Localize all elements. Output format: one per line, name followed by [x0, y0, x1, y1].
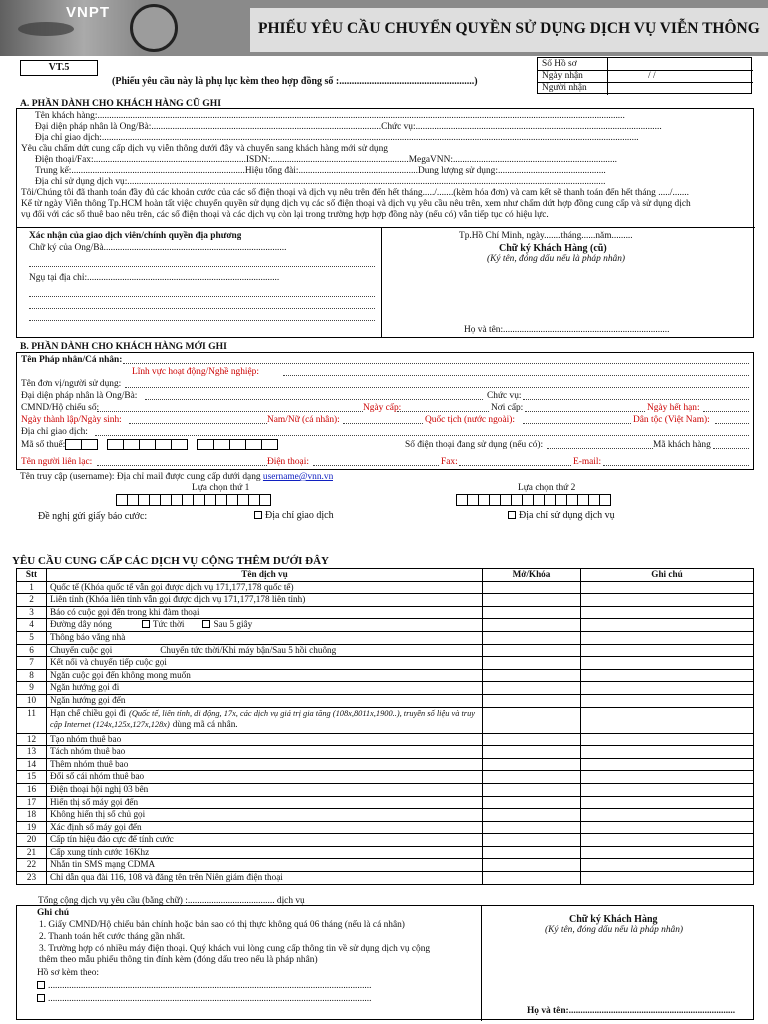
table-row [17, 631, 754, 644]
open-lock-cell[interactable] [483, 771, 581, 784]
birth-label: Ngày thành lập/Ngày sinh: [21, 415, 122, 425]
service-name [47, 581, 483, 594]
table-row [17, 859, 754, 872]
username-example-link[interactable]: username@vnn.vn [262, 472, 334, 482]
service-number: 10 [17, 694, 47, 707]
nationality-label: Quốc tịch (nước ngoài): [425, 415, 515, 425]
service-name-text: Kết nối và chuyển tiếp cuộc gọi [50, 657, 167, 668]
col-service-name: Tên dịch vụ [47, 569, 483, 582]
table-row [17, 606, 754, 619]
new-position-label: Chức vụ: [487, 391, 522, 401]
open-lock-cell[interactable] [483, 859, 581, 872]
open-lock-cell[interactable] [483, 669, 581, 682]
char-cell[interactable] [213, 439, 230, 450]
char-cell[interactable] [81, 439, 98, 450]
service-number: 22 [17, 859, 47, 872]
checkbox-icon[interactable] [254, 511, 262, 519]
open-lock-cell[interactable] [483, 657, 581, 670]
section-a-title: A. PHẦN DÀNH CHO KHÁCH HÀNG CŨ GHI [20, 98, 221, 109]
old-signature-note: (Ký tên, đóng dấu nếu là pháp nhân) [487, 254, 626, 264]
hotline-opt-1: Tức thời [152, 619, 185, 630]
service-name [47, 644, 483, 657]
receiver-label: Người nhận [542, 83, 587, 93]
transfer-note-1: Kể từ ngày Viễn thông Tp.HCM hoàn tất việc chuyển quyền sử dụng dịch vụ các số điện thoại và dịch vụ yêu cầu nêu trên, xem như chấm dứt hợp đồng cung cấp và sử dụng dịch [21, 199, 691, 209]
notes-cell[interactable] [581, 796, 754, 809]
table-row [17, 846, 754, 859]
notes-cell[interactable] [581, 606, 754, 619]
service-number: 15 [17, 771, 47, 784]
col-stt: Stt [17, 569, 47, 582]
open-lock-cell[interactable] [483, 846, 581, 859]
notes-cell[interactable] [581, 594, 754, 607]
table-row [17, 758, 754, 771]
new-signature-title: Chữ ký Khách Hàng [569, 914, 658, 925]
char-cell[interactable] [107, 439, 124, 450]
restrict-suffix: dùng mã cá nhân. [172, 718, 238, 729]
open-lock-cell[interactable] [483, 796, 581, 809]
email-label: E-mail: [573, 457, 602, 467]
service-name-text: Thêm nhóm thuê bao [50, 758, 129, 769]
old-legal-rep-field[interactable]: Đại diện pháp nhân là Ông/Bà:..................................................................................................Chức vụ:......................................................................................................... [35, 122, 662, 132]
service-number: 14 [17, 758, 47, 771]
new-signature-note: (Ký tên, đóng dấu nếu là pháp nhân) [545, 925, 684, 935]
service-name [47, 606, 483, 619]
notes-cell[interactable] [581, 872, 754, 885]
service-number: 13 [17, 746, 47, 759]
service-name [47, 657, 483, 670]
service-name-text: Báo có cuộc gọi đến trong khi đàm thoại [50, 606, 200, 617]
notes-cell[interactable] [581, 619, 754, 632]
table-row [17, 619, 754, 632]
username-choice-2-input[interactable] [456, 494, 610, 506]
form-code: VT.5 [20, 60, 98, 76]
service-name-text: Cấp tín hiệu đảo cực để tính cước [50, 834, 174, 845]
table-row [17, 669, 754, 682]
service-number: 16 [17, 783, 47, 796]
open-lock-cell[interactable] [483, 682, 581, 695]
char-cell[interactable] [155, 439, 172, 450]
service-name-text: Tạo nhóm thuê bao [50, 733, 122, 744]
service-number: 6 [17, 644, 47, 657]
service-name [47, 809, 483, 822]
service-name-text: Điện thoại hội nghị 03 bên [50, 783, 149, 794]
open-lock-cell[interactable] [483, 594, 581, 607]
service-number: 7 [17, 657, 47, 670]
table-row [17, 821, 754, 834]
open-lock-cell[interactable] [483, 733, 581, 746]
notes-cell[interactable] [581, 821, 754, 834]
transfer-note-2: vụ đối với các số thuê bao nêu trên, các số điện thoại và các dịch vụ còn lại trong trường hợp hợp đồng này (nếu có) vẫn tiếp tục có hiệu lực. [21, 210, 549, 220]
service-number: 18 [17, 809, 47, 822]
page-title: PHIẾU YÊU CẦU CHUYỂN QUYỀN SỬ DỤNG DỊCH VỤ VIỄN THÔNG [258, 20, 760, 37]
attachment-2-text: .......................................................................................................................................... [48, 994, 372, 1004]
char-cell[interactable] [599, 494, 611, 506]
table-row [17, 694, 754, 707]
col-notes: Ghi chú [581, 569, 754, 582]
service-number: 20 [17, 834, 47, 847]
notes-cell[interactable] [581, 834, 754, 847]
attachments-title: Hồ sơ kèm theo: [37, 968, 99, 978]
gender-label: Nam/Nữ (cá nhân): [267, 415, 340, 425]
service-name [47, 694, 483, 707]
service-number: 17 [17, 796, 47, 809]
attachment-1[interactable] [37, 981, 371, 992]
service-name [47, 872, 483, 885]
attachment-1-text: .......................................................................................................................................... [48, 981, 372, 991]
checkbox-icon[interactable] [37, 981, 45, 989]
col-open-lock: Mở/Khóa [483, 569, 581, 582]
section-b-box [16, 352, 754, 470]
service-name-text: Nhắn tin SMS mạng CDMA [50, 859, 156, 870]
service-number: 9 [17, 682, 47, 695]
attachment-2[interactable] [37, 994, 371, 1005]
received-date-label: Ngày nhận [542, 71, 583, 81]
char-cell[interactable] [197, 439, 214, 450]
service-name-text: Đường dây nóng [50, 619, 112, 630]
user-unit-label: Tên đơn vị/người sử dụng: [21, 379, 122, 389]
service-name-text: Chỉ dẫn qua đài 116, 108 và đăng tên trên Niên giám điện thoại [50, 872, 283, 883]
section-b-title: B. PHẦN DÀNH CHO KHÁCH HÀNG MỚI GHI [20, 341, 227, 352]
service-name [47, 733, 483, 746]
notes-cell[interactable] [581, 846, 754, 859]
issue-date-label: Ngày cấp: [363, 403, 402, 413]
total-services-field[interactable]: Tổng cộng dịch vụ yêu cầu (bằng chữ) :..................................... dịch vụ [38, 896, 305, 906]
services-title: YÊU CẦU CUNG CẤP CÁC DỊCH VỤ CỘNG THÊM DƯỚI ĐÂY [12, 555, 329, 567]
notes-cell[interactable] [581, 707, 754, 733]
open-lock-cell[interactable] [483, 694, 581, 707]
service-name-text: Ngăn hướng gọi đến [50, 694, 126, 705]
service-name-text: Không hiển thị số chủ gọi [50, 809, 146, 820]
open-lock-cell[interactable] [483, 872, 581, 885]
note-1: 1. Giấy CMND/Hộ chiếu bản chính hoặc bản sao có thị thực không quá 06 tháng (nếu là cá nhân) [39, 920, 405, 930]
old-service-address-field[interactable]: Địa chỉ sử dụng dịch vụ:............................................................................................................................................................................................................ [35, 177, 606, 187]
received-date-value[interactable]: / / [648, 71, 656, 81]
open-lock-cell[interactable] [483, 758, 581, 771]
service-number: 2 [17, 594, 47, 607]
notes-cell[interactable] [581, 783, 754, 796]
vnpt-logo: VNPT [66, 4, 111, 21]
bill-option-transaction[interactable] [254, 510, 334, 521]
service-number: 19 [17, 821, 47, 834]
open-lock-cell[interactable] [483, 746, 581, 759]
table-row [17, 644, 754, 657]
table-row [17, 707, 754, 733]
service-name [47, 707, 483, 733]
note-2: 2. Thanh toán hết cước tháng gần nhất. [39, 932, 186, 942]
service-name-text: Thông báo vắng nhà [50, 631, 126, 642]
new-fullname-field[interactable]: Họ và tên:....................................................................... [527, 1006, 736, 1016]
service-name [47, 771, 483, 784]
char-cell[interactable] [123, 439, 140, 450]
file-number-label: Số Hồ sơ [542, 59, 577, 69]
service-name [47, 631, 483, 644]
vnpt-logo-icon [130, 4, 178, 52]
service-name [47, 783, 483, 796]
notes-cell[interactable] [581, 809, 754, 822]
service-number: 23 [17, 872, 47, 885]
open-lock-cell[interactable] [483, 606, 581, 619]
restrict-note: (Quốc tế, liên tỉnh, di động, 17x, các dịch vụ giá trị gia tăng (108x,8011x,1900..), truyền số liệu và truy cập Internet (124x,125x,127x,128x) [50, 708, 475, 729]
service-name-text: Chuyển cuộc gọi [50, 644, 113, 655]
service-number: 12 [17, 733, 47, 746]
table-row [17, 872, 754, 885]
service-name [47, 746, 483, 759]
notes-cell[interactable] [581, 758, 754, 771]
service-number: 21 [17, 846, 47, 859]
old-phone-field[interactable]: Điện thoại/Fax:.................................................................ISDN:...........................................................MegaVNN:...................................................................... [35, 155, 618, 165]
char-cell[interactable] [261, 439, 278, 450]
notes-cell[interactable] [581, 581, 754, 594]
service-name [47, 682, 483, 695]
table-row [17, 809, 754, 822]
table-row [17, 771, 754, 784]
notes-cell[interactable] [581, 771, 754, 784]
service-name [47, 834, 483, 847]
fax-label: Fax: [441, 457, 458, 467]
service-number: 11 [17, 707, 47, 733]
confirm-signature-field[interactable]: Chữ ký của Ông/Bà.............................................................................. [29, 243, 287, 253]
char-cell[interactable] [259, 494, 271, 506]
tax-code-label: Mã số thuế: [21, 440, 66, 450]
id-card-label: CMND/Hộ chiếu số: [21, 403, 100, 413]
old-address-field[interactable]: Địa chỉ giao dịch:..................................................................................................................................................................................................................................... [35, 133, 639, 143]
old-fullname-field[interactable]: Họ và tên:....................................................................... [464, 325, 670, 335]
notes-title: Ghi chú [37, 908, 70, 918]
tax-code-input[interactable] [65, 439, 277, 450]
open-lock-cell[interactable] [483, 783, 581, 796]
table-row [17, 657, 754, 670]
char-cell[interactable] [139, 439, 156, 450]
table-row [17, 682, 754, 695]
old-trunk-field[interactable]: Trung kế:..........................................................................Hiệu tổng đài:...................................................Dung lượng sử dụng:.............................................. [35, 166, 606, 176]
bill-option-service[interactable] [508, 510, 615, 521]
open-lock-cell[interactable] [483, 821, 581, 834]
expiry-label: Ngày hết hạn: [647, 403, 700, 413]
new-legal-name-label: Tên Pháp nhân/Cá nhân: [21, 355, 123, 365]
confirm-residence-field[interactable]: Ngụ tại địa chỉ:.................................................................................. [29, 273, 280, 283]
open-lock-cell[interactable] [483, 631, 581, 644]
notes-cell[interactable] [581, 746, 754, 759]
service-name [47, 846, 483, 859]
bill-request-label: Đề nghị gửi giấy báo cước: [38, 511, 148, 522]
choice-1-label: Lựa chọn thứ 1 [192, 483, 250, 493]
table-row [17, 796, 754, 809]
char-cell[interactable] [65, 439, 82, 450]
char-cell[interactable] [171, 439, 188, 450]
service-name-text: Tách nhóm thuê bao [50, 746, 126, 757]
open-lock-cell[interactable] [483, 619, 581, 632]
service-name [47, 859, 483, 872]
service-name [47, 669, 483, 682]
checkbox-icon[interactable] [37, 994, 45, 1002]
service-name [47, 758, 483, 771]
open-lock-cell[interactable] [483, 809, 581, 822]
customer-code-label: Mã khách hàng [653, 440, 711, 450]
ethnicity-label: Dân tộc (Việt Nam): [633, 415, 710, 425]
file-info-box [537, 57, 752, 94]
service-name [47, 594, 483, 607]
checkbox-icon[interactable] [142, 620, 150, 628]
notes-cell[interactable] [581, 657, 754, 670]
notes-cell[interactable] [581, 733, 754, 746]
service-name-text: Ngăn hướng gọi đi [50, 682, 120, 693]
notes-cell[interactable] [581, 682, 754, 695]
open-lock-cell[interactable] [483, 644, 581, 657]
char-cell[interactable] [245, 439, 262, 450]
service-number: 3 [17, 606, 47, 619]
service-name-text: Ngăn cuộc gọi đến không mong muốn [50, 669, 191, 680]
confirm-title: Xác nhận của giao dịch viên/chính quyền địa phương [29, 231, 242, 241]
forward-options: Chuyển tức thời/Khi máy bận/Sau 5 hồi chuông [160, 644, 337, 655]
checkbox-icon[interactable] [202, 620, 210, 628]
notes-cell[interactable] [581, 644, 754, 657]
new-legal-rep-label: Đại diện pháp nhân là Ông/Bà: [21, 391, 138, 401]
business-field-label: Lĩnh vực hoạt động/Nghề nghiệp: [132, 367, 259, 377]
service-name-text: Xác định số máy gọi đến [50, 821, 142, 832]
service-number: 5 [17, 631, 47, 644]
table-row [17, 783, 754, 796]
open-lock-cell[interactable] [483, 834, 581, 847]
table-row [17, 581, 754, 594]
services-table [16, 568, 754, 885]
phone-in-use-label: Số điện thoại đang sử dụng (nếu có): [405, 440, 544, 450]
note-3-cont: thêm theo mẫu phiếu thông tin đính kèm (đóng dấu treo nếu là pháp nhân) [39, 955, 318, 965]
section-a-box [16, 108, 754, 338]
choice-2-label: Lựa chọn thứ 2 [518, 483, 576, 493]
open-lock-cell[interactable] [483, 581, 581, 594]
service-number: 1 [17, 581, 47, 594]
contact-name-label: Tên người liên lạc: [21, 457, 93, 467]
payment-commitment: Tôi/Chúng tôi đã thanh toán đầy đủ các khoản cước của các số điện thoại và dịch vụ nêu trên đến hết tháng...../.......(kèm hóa đơn) và cam kết sẽ thanh toán đến hết tháng ...../....... [21, 188, 689, 198]
service-name-text: Liên tỉnh (Khóa liên tỉnh vẫn gọi được dịch vụ 171,177,178 liên tỉnh) [50, 594, 306, 605]
old-signature-title: Chữ ký Khách Hàng (cũ) [499, 243, 607, 254]
header-banner [0, 0, 768, 56]
terminate-request-text: Yêu cầu chấm dứt cung cấp dịch vụ viễn thông dưới đây và chuyển sang khách hàng mới sử dụng [21, 144, 388, 154]
checkbox-icon[interactable] [508, 511, 516, 519]
bill-option-2-text: Địa chỉ sử dụng dịch vụ [519, 510, 615, 521]
notes-cell[interactable] [581, 631, 754, 644]
service-name-text: Quốc tế (Khóa quốc tế vẫn gọi được dịch vụ 171,177,178 quốc tế) [50, 581, 294, 592]
contact-phone-label: Điện thoại: [267, 457, 309, 467]
old-customer-name-field[interactable]: Tên khách hàng:................................................................................................................................................................................................................................. [35, 111, 625, 121]
service-number: 4 [17, 619, 47, 632]
table-row [17, 746, 754, 759]
service-name-text: Đổi số cái nhóm thuê bao [50, 771, 145, 782]
notes-cell[interactable] [581, 669, 754, 682]
open-lock-cell[interactable] [483, 707, 581, 733]
table-row [17, 834, 754, 847]
hotline-opt-2: Sau 5 giây [213, 619, 253, 630]
service-name [47, 619, 483, 632]
notes-cell[interactable] [581, 694, 754, 707]
new-address-label: Địa chỉ giao dịch: [21, 427, 88, 437]
note-3: 3. Trường hợp có nhiều máy điện thoại. Quý khách vui lòng cung cấp thông tin về sử dụng dịch vụ cộng [39, 944, 431, 954]
table-row [17, 594, 754, 607]
username-label [20, 472, 333, 483]
service-name-text: Cấp xung tính cước 16Khz [50, 846, 150, 857]
table-row [17, 733, 754, 746]
issue-place-label: Nơi cấp: [491, 403, 524, 413]
service-name-text: Hiển thị số máy gọi đến [50, 796, 139, 807]
old-date-line[interactable]: Tp.Hồ Chí Minh, ngày.......tháng......năm......... [459, 231, 633, 241]
service-name [47, 821, 483, 834]
notes-cell[interactable] [581, 859, 754, 872]
form-subtitle: (Phiếu yêu cầu này là phụ lục kèm theo hợp đồng số :......................................................) [112, 76, 478, 87]
char-cell[interactable] [229, 439, 246, 450]
service-name [47, 796, 483, 809]
username-text: Tên truy cập (username): Địa chỉ mail được cung cấp dưới dạng [20, 472, 261, 482]
footer-box [16, 905, 754, 1020]
service-name-text: Hạn chế chiều gọi đi [50, 707, 127, 718]
username-choice-1-input[interactable] [116, 494, 270, 506]
service-number: 8 [17, 669, 47, 682]
bill-option-1-text: Địa chỉ giao dịch [265, 510, 334, 521]
hotline-options[interactable] [142, 619, 252, 629]
